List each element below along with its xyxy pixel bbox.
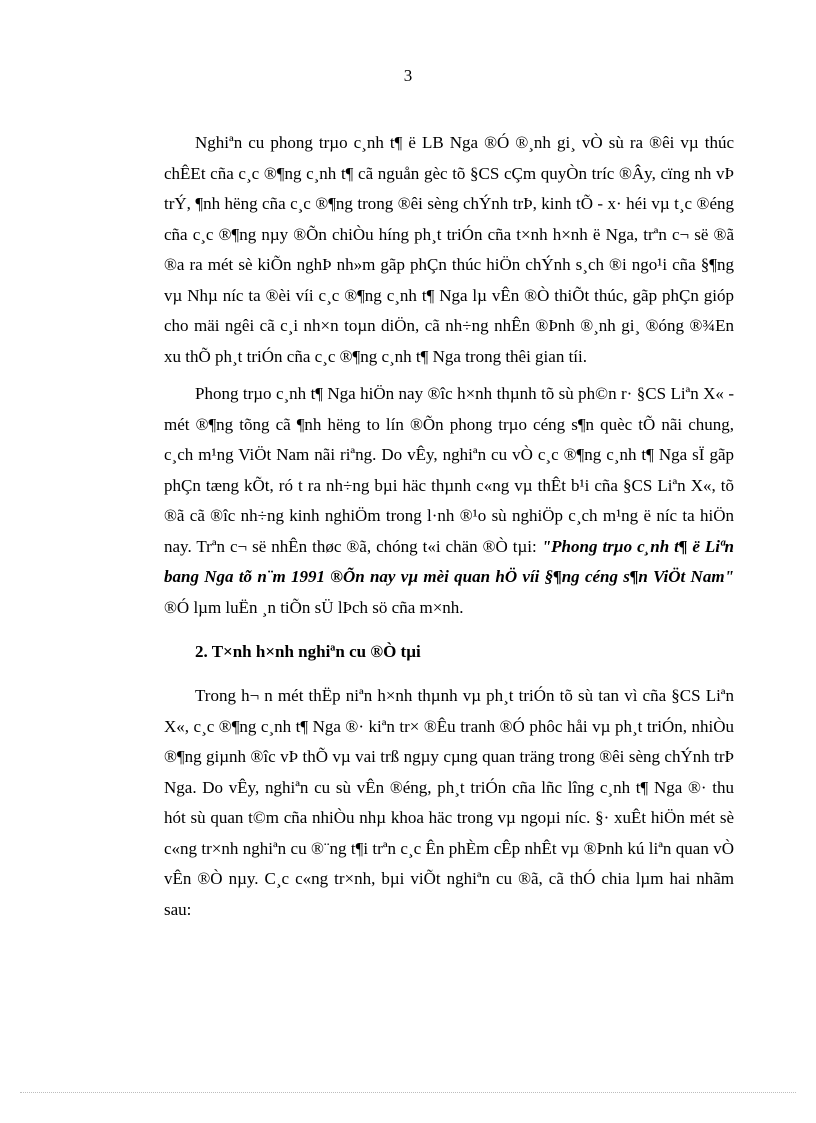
page-number: 3 — [403, 66, 413, 85]
paragraph-topic-choice — [164, 379, 734, 623]
page-divider — [20, 1092, 796, 1093]
paragraph-topic-choice-text: Phong trµo c¸nh t¶ Nga hiÖn nay ®îc h×nh thµnh tõ sù ph©n r· §CS Liªn X« - mét ®¶ng tõng cã ¶nh hëng to lín ®Õn phong trµo céng s¶n quèc tÕ nãi chung, c¸ch m¹ng ViÖt Nam nãi riªng. Do vÊy, nghiªn cu vÒ c¸c ®¶ng c¸nh t¶ Nga sÏ gãp phÇn tæng kÕt, ró t ra nh÷ng bµi häc thµnh c«ng vµ thÊt b¹i cña §CS Liªn X«, tõ ®ã cã ®îc nh÷ng kinh nghiÖm trong l·nh ®¹o sù nghiÖp c¸ch m¹ng ë níc ta hiÖn nay. Trªn c¬ së nhÊn thøc ®ã, chóng t«i chän ®Ò tµi: — [164, 384, 734, 556]
section-heading: 2. T×nh h×nh nghiªn cu ®Ò tµi — [195, 642, 421, 661]
thesis-title: "Phong trµo c¸nh t¶ ë Liªn bang Nga tõ n¨m 1991 ®Õn nay vµ mèi quan hÖ víi §¶ng céng s¶n ViÖt Nam" — [164, 536, 734, 586]
paragraph-topic-choice-tail: ®Ó lµm luËn ¸n tiÕn sÜ lÞch sö cña m×nh. — [164, 597, 464, 617]
paragraph-research-status: Trong h¬ n mét thËp niªn h×nh thµnh vµ ph¸t triÓn tõ sù tan vì cña §CS Liªn X«, c¸c ®¶ng c¸nh t¶ Nga ®· kiªn tr× ®Êu tranh ®Ó phôc håi vµ ph¸t triÓn, nhiÒu ®¶ng giµnh ®îc vÞ thÕ vµ vai trß ngµy cµng quan träng trong ®êi sèng chÝnh trÞ Nga. Do vÊy, nghiªn cu sù vÊn ®éng, ph¸t triÓn cña lñc lîng c¸nh t¶ Nga ®· thu hót sù quan t©m cña nhiÒu nhµ khoa häc trong vµ ngoµi níc. §· xuÊt hiÖn mét sè c«ng tr×nh nghiªn cu ®¨ng t¶i trªn c¸c Ên phÈm cÊp nhÊt vµ ®Þnh kú liªn quan vÒ vÊn ®Ò nµy. C¸c c«ng tr×nh, bµi viÕt nghiªn cu ®ã, cã thÓ chia lµm hai nhãm sau: — [164, 686, 734, 919]
paragraph-research-significance: Nghiªn cu phong trµo c¸nh t¶ ë LB Nga ®Ó ®¸nh gi¸ vÒ sù ra ®êi vµ thúc chÊEt cña c¸c ®¶ng c¸nh t¶ cã nguån gèc tõ §CS cÇm quyÒn tríc ®Ây, cïng nh vÞ trÝ, ¶nh hëng cña c¸c ®¶ng trong ®êi sèng chÝnh trÞ, kinh tÕ - x· héi vµ t¸c ®éng cña c¸c ®¶ng nµy ®Õn chiÒu híng ph¸t triÓn cña t×nh h×nh ë Nga, trªn c¬ së ®ã ®a ra mét sè kiÕn nghÞ nh»m gãp phÇn thúc hiÖn chÝnh s¸ch ®i ngo¹i cña §¶ng vµ Nhµ níc ta ®èi víi c¸c ®¶ng c¸nh t¶ Nga lµ vÊn ®Ò thiÕt thúc, gãp phÇn gióp cho mäi ngêi cã c¸i nh×n toµn diÖn, cã nh÷ng nhÊn ®Þnh ®¸nh gi¸ ®óng ®¾En xu thÕ ph¸t triÓn cña c¸c ®¶ng c¸nh t¶ Nga trong thêi gian tíi. — [164, 133, 734, 366]
document-body — [164, 128, 734, 925]
